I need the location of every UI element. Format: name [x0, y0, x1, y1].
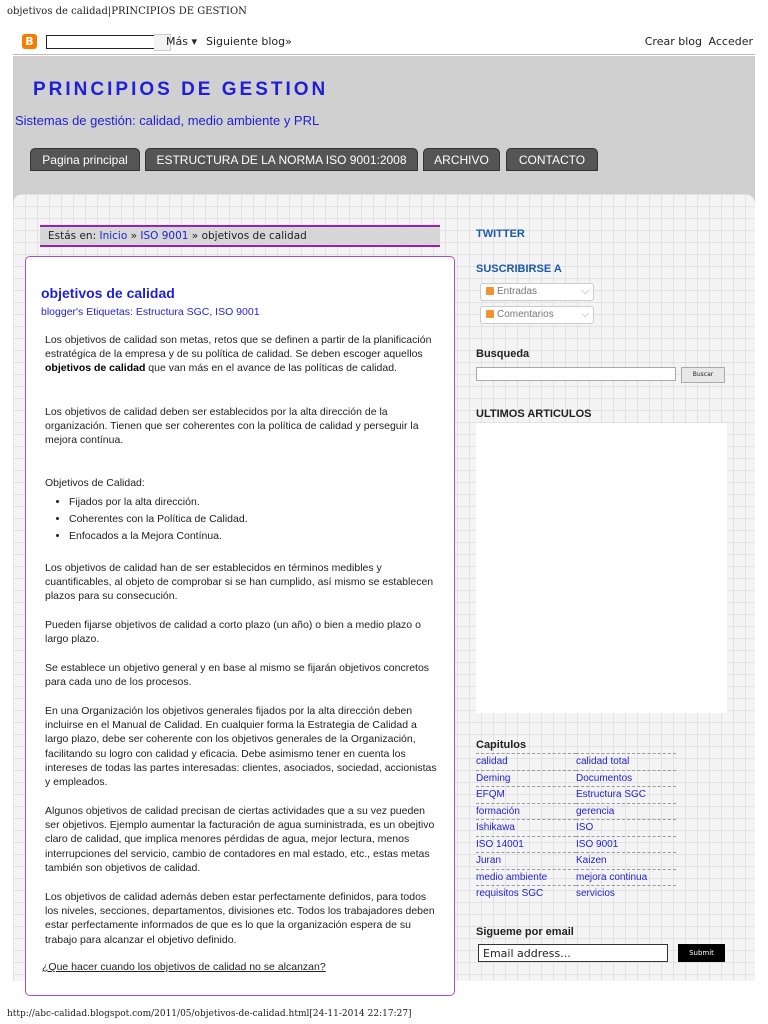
- tab-contacto[interactable]: CONTACTO: [506, 148, 598, 171]
- list-item: • Coherentes con la Política de Calidad.: [69, 511, 248, 528]
- create-blog-link[interactable]: Crear blog: [644, 35, 702, 48]
- subscribe-comments-dropdown[interactable]: Comentarios ⌵: [480, 306, 594, 324]
- chapter-link[interactable]: ISO 9001: [576, 836, 676, 853]
- sign-in-link[interactable]: Acceder: [708, 35, 753, 48]
- next-blog-link[interactable]: Siguiente blog»: [206, 35, 292, 48]
- navbar-search-input[interactable]: [46, 35, 156, 49]
- chapter-link[interactable]: formación: [476, 803, 576, 820]
- tab-archivo[interactable]: ARCHIVO: [423, 148, 500, 171]
- blogger-navbar: [13, 30, 755, 55]
- chapter-link[interactable]: calidad total: [576, 753, 676, 770]
- search-input[interactable]: [476, 367, 676, 381]
- chapter-link[interactable]: mejora continua: [576, 869, 676, 886]
- latest-articles-heading: ULTIMOS ARTICULOS: [476, 408, 592, 420]
- chapter-link[interactable]: Deming: [476, 770, 576, 787]
- chapter-link[interactable]: Ishikawa: [476, 819, 576, 836]
- chapter-link[interactable]: requisitos SGC: [476, 885, 576, 902]
- rss-icon: [486, 310, 494, 318]
- tab-pagina-principal[interactable]: Pagina principal: [30, 148, 140, 171]
- related-post-link[interactable]: ¿Que hacer cuando los objetivos de calidad no se alcanzan?: [42, 961, 326, 973]
- breadcrumb: [40, 225, 440, 247]
- search-heading: Busqueda: [476, 348, 530, 360]
- post-paragraph: Se establece un objetivo general y en base al mismo se fijarán objetivos concretos para cada uno de los procesos.: [45, 662, 430, 689]
- email-submit-button[interactable]: Submit: [678, 944, 725, 962]
- list-heading: Objetivos de Calidad:: [45, 477, 145, 489]
- list-item: • Fijados por la alta dirección.: [69, 494, 248, 511]
- breadcrumb-separator: »: [188, 230, 202, 242]
- post-paragraph: Los objetivos de calidad son metas, retos que se definen a partir de la planificación estratégica de la empresa y de su política de calidad. Se deben escoger aquellos objetivos de calidad que van más en el avance de las políticas de calidad.: [45, 334, 432, 375]
- chapter-link[interactable]: Juran: [476, 852, 576, 869]
- blogger-icon[interactable]: B: [22, 34, 37, 49]
- blog-title[interactable]: PRINCIPIOS DE GESTION: [33, 79, 329, 100]
- chapter-link[interactable]: ISO: [576, 819, 676, 836]
- document-footer-url: http://abc-calidad.blogspot.com/2011/05/objetivos-de-calidad.html[24-11-2014 22:17:27]: [7, 1009, 412, 1019]
- post-paragraph: Pueden fijarse objetivos de calidad a corto plazo (un año) o bien a medio plazo o largo plazo.: [45, 619, 421, 646]
- chevron-down-icon: ⌵: [581, 286, 589, 297]
- post-paragraph: Los objetivos de calidad además deben estar perfectamente definidos, para todos los niveles, secciones, departamentos, divisiones etc. Todos los trabajadores deben estar perfectamente informados de que es lo que la organización espera de su trabajo para alcanzar el objetivo definido.: [45, 891, 435, 946]
- post-paragraph: En una Organización los objetivos generales fijados por la alta dirección deben incluirse en el Manual de Calidad. En cualquier forma la Estrategia de Calidad a largo plazo, debe ser coherente con los objetivos generales de la Organización, facilitando su logro con calidad y eficacia. Debe asimismo tener en cuenta los intereses de todas las partes interesadas: clientes, asociados, sociedad, accionistas y empleados.: [45, 705, 437, 789]
- subscribe-heading: SUSCRIBIRSE A: [476, 263, 562, 275]
- chapter-link[interactable]: Documentos: [576, 770, 676, 787]
- email-field[interactable]: Email address...: [478, 944, 668, 962]
- objectives-list: [45, 494, 248, 545]
- email-follow-heading: Sigueme por email: [476, 926, 574, 938]
- tab-estructura-norma[interactable]: ESTRUCTURA DE LA NORMA ISO 9001:2008: [145, 148, 418, 171]
- breadcrumb-prefix: Estás en:: [48, 230, 100, 242]
- breadcrumb-separator: »: [127, 230, 141, 242]
- post-paragraph: Algunos objetivos de calidad precisan de ciertas actividades que a su vez pueden ser objetivos. Ejemplo aumentar la facturación de agua suministrada, es un obejtivo claro de calidad, que implica menores pérdidas de agua, mejor lectura, menos interrupciones del servicio, cambio de contadores en mal estado, etc., estas metas también son objetivos de calidad.: [45, 805, 435, 874]
- chapter-link[interactable]: Kaizen: [576, 852, 676, 869]
- chapter-link[interactable]: calidad: [476, 753, 576, 770]
- rss-icon: [486, 287, 494, 295]
- chevron-down-icon: ⌵: [581, 309, 589, 320]
- blog-description: Sistemas de gestión: calidad, medio ambiente y PRL: [15, 113, 320, 128]
- list-item: • Enfocados a la Mejora Contínua.: [69, 528, 248, 545]
- more-menu[interactable]: Más ▾: [166, 35, 197, 48]
- document-title: objetivos de calidad|PRINCIPIOS DE GESTION: [7, 6, 247, 17]
- chapters-heading: Capitulos: [476, 739, 527, 751]
- twitter-heading: TWITTER: [476, 228, 525, 240]
- latest-articles-box: [476, 423, 727, 713]
- chapter-link[interactable]: EFQM: [476, 786, 576, 803]
- post-paragraph: Los objetivos de calidad deben ser establecidos por la alta dirección de la organización. Tienen que ser coherentes con la política de calidad y perseguir la mejora contínua.: [45, 406, 419, 447]
- chapter-link[interactable]: ISO 14001: [476, 836, 576, 853]
- subscribe-entries-dropdown[interactable]: Entradas ⌵: [480, 283, 594, 301]
- chapter-link[interactable]: gerencia: [576, 803, 676, 820]
- breadcrumb-current: objetivos de calidad: [201, 230, 307, 242]
- search-button[interactable]: Buscar: [681, 367, 725, 383]
- chapter-link[interactable]: medio ambiente: [476, 869, 576, 886]
- breadcrumb-home-link[interactable]: Inicio: [99, 230, 128, 242]
- post-paragraph: Los objetivos de calidad han de ser establecidos en términos medibles y cuantificables, al objeto de comprobar si se han cumplido, así mismo se establecen plazos para su consecución.: [45, 562, 434, 603]
- post-labels[interactable]: blogger's Etiquetas: Estructura SGC, ISO 9001: [41, 306, 260, 318]
- post-title[interactable]: objetivos de calidad: [41, 285, 175, 301]
- breadcrumb-category-link[interactable]: ISO 9001: [140, 230, 189, 242]
- chapter-link[interactable]: Estructura SGC: [576, 786, 676, 803]
- chapter-link[interactable]: servicios: [576, 885, 676, 902]
